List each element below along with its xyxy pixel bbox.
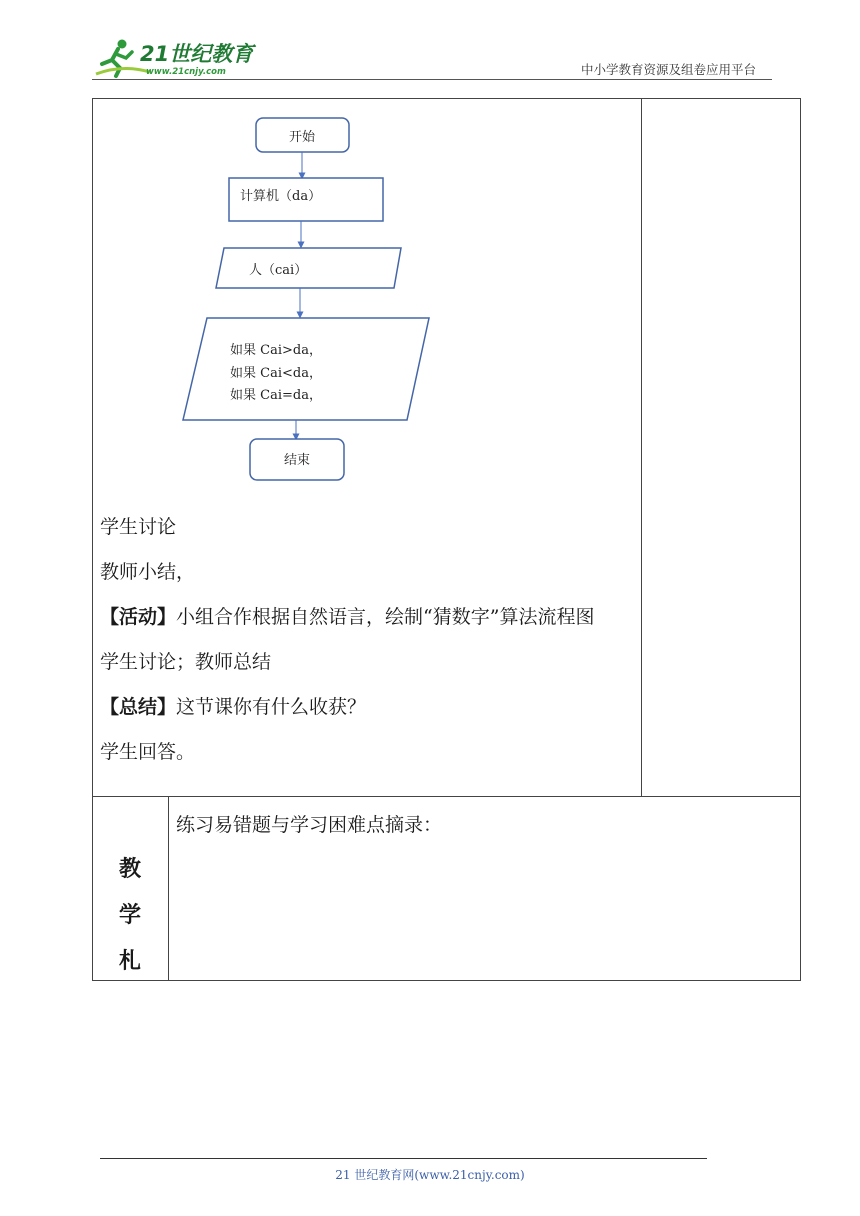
site-logo: [92, 34, 262, 80]
flow-step2-text: 人（cai）: [249, 263, 308, 278]
content-line-conclusion: [100, 695, 366, 719]
side-label-char-2: 学: [118, 902, 141, 928]
content-line-student-answer: 学生回答。: [100, 741, 196, 763]
flow-end-text: 结束: [283, 453, 311, 468]
footer-divider: [100, 1158, 707, 1159]
content-line-discussion: 学生讨论: [100, 516, 177, 538]
flow-step1-text: 计算机（da）: [240, 189, 322, 204]
conclusion-tag: 【总结】: [100, 696, 177, 718]
header-platform-text: 中小学教育资源及组卷应用平台: [580, 62, 756, 77]
table-right-column-divider: [641, 98, 642, 797]
flow-condition-1: 如果 Cai>da，: [230, 343, 322, 358]
table-left-column-divider: [168, 796, 169, 981]
notes-label: 练习易错题与学习困难点摘录：: [176, 814, 443, 836]
side-label-char-3: 札: [118, 948, 141, 974]
flow-step2-box: [216, 248, 401, 288]
content-line-discussion-summary: 学生讨论；教师总结: [100, 651, 272, 673]
side-label-char-1: 教: [118, 856, 141, 882]
flow-condition-3: 如果 Cai=da，: [230, 388, 322, 403]
activity-text: 小组合作根据自然语言，绘制“猜数字”算法流程图: [176, 606, 595, 628]
content-line-activity: [100, 605, 594, 629]
flowchart: [92, 98, 641, 498]
flow-start-text: 开始: [288, 130, 316, 145]
logo-text: 21世纪教育: [140, 42, 254, 66]
logo-url: www.21cnjy.com: [146, 67, 226, 77]
header-divider: [92, 79, 772, 80]
conclusion-text: 这节课你有什么收获？: [176, 696, 367, 718]
flow-condition-2: 如果 Cai<da，: [230, 366, 322, 381]
footer-text: 21 世纪教育网(www.21cnjy.com): [335, 1168, 525, 1182]
activity-tag: 【活动】: [100, 606, 177, 628]
content-line-teacher-summary: 教师小结，: [100, 561, 196, 583]
